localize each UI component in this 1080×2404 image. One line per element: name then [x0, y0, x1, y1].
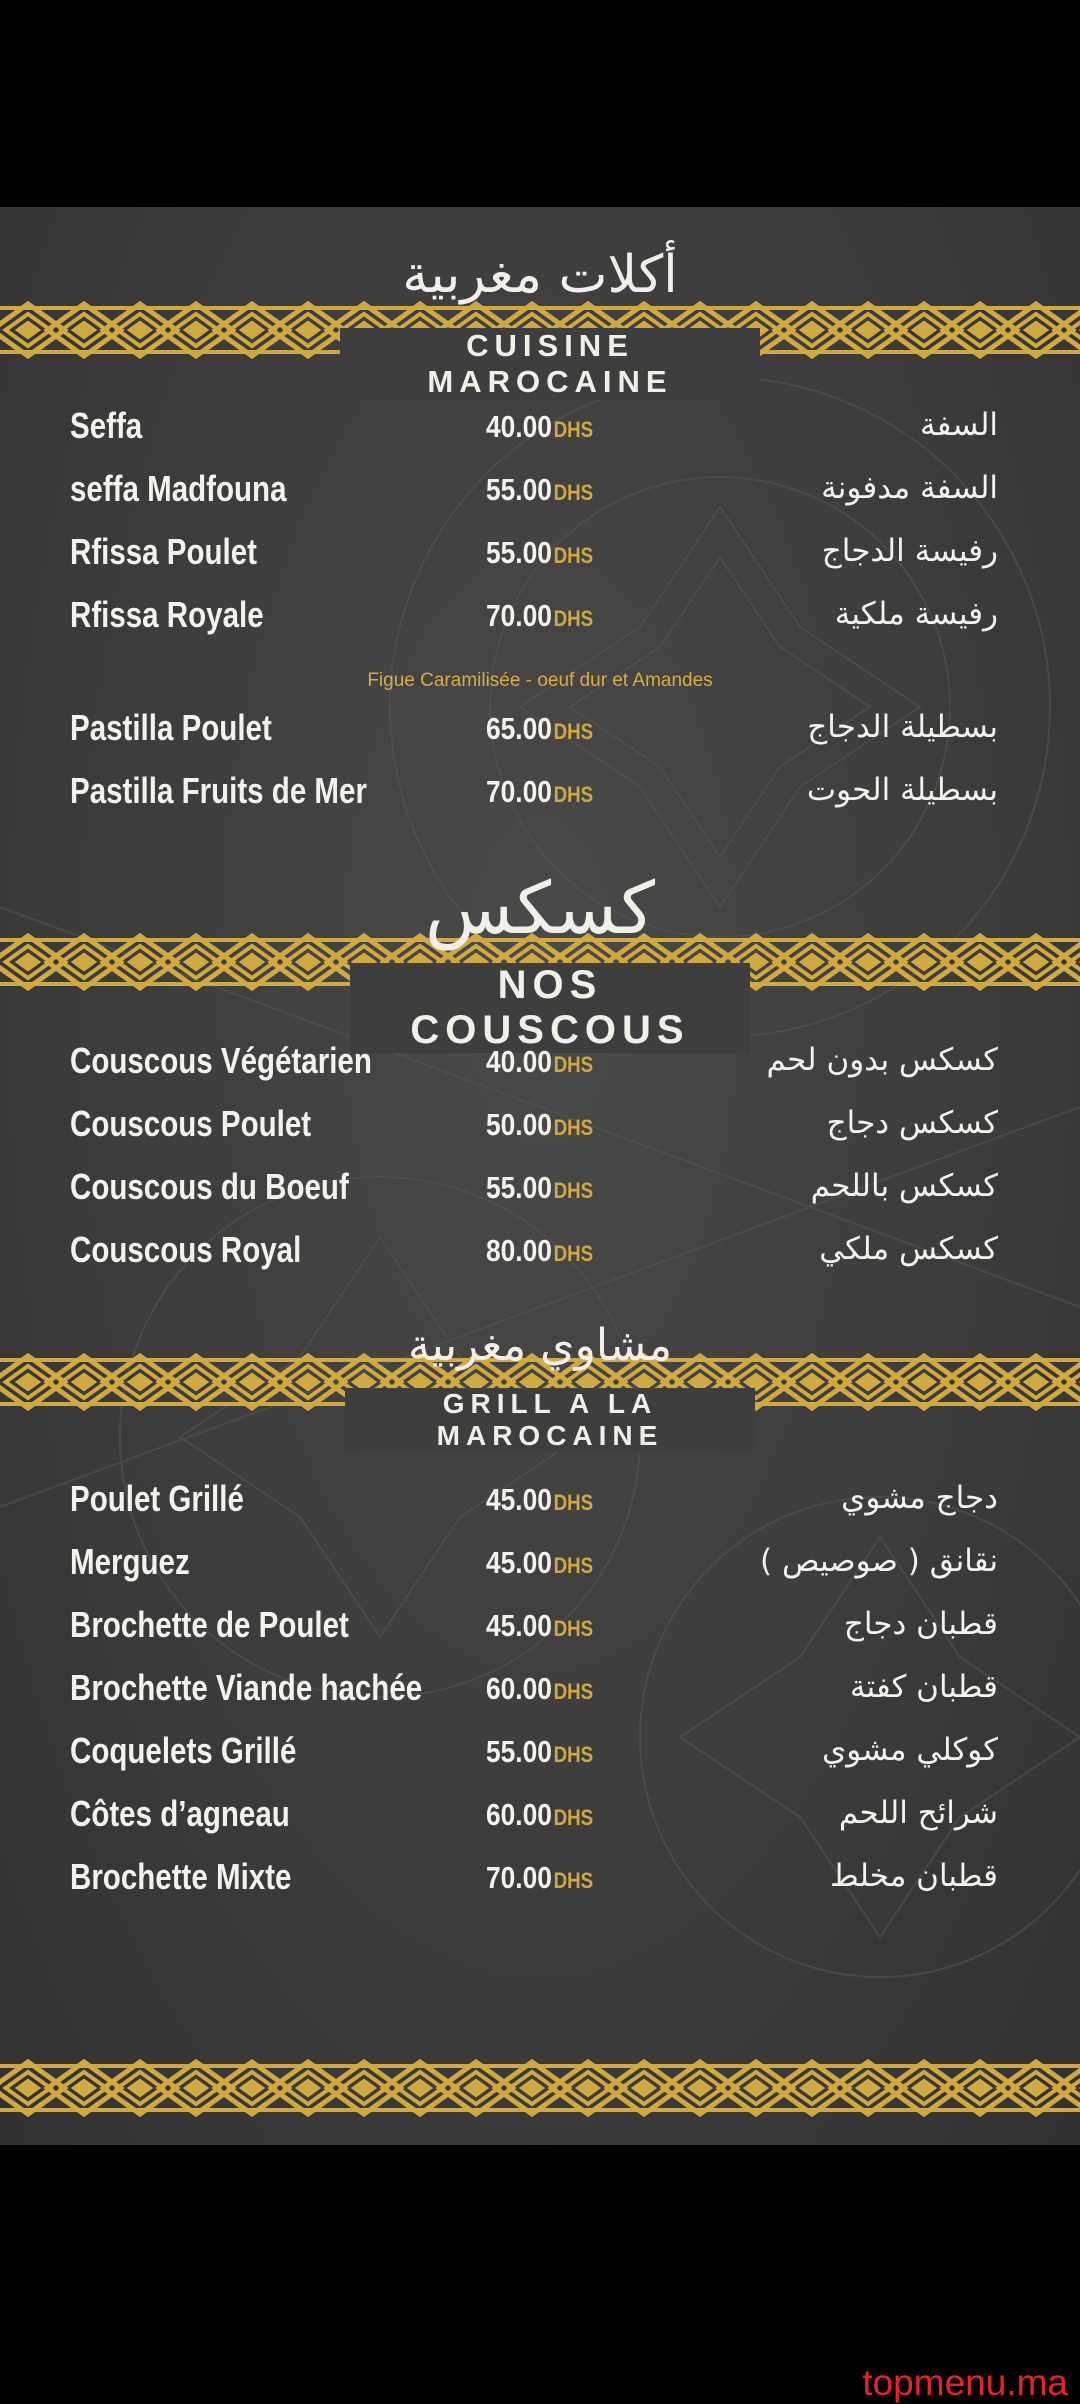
price-value: 60.00: [486, 1671, 552, 1706]
currency-label: DHS: [553, 1553, 594, 1578]
menu-item-name: Coquelets Grillé: [70, 1730, 297, 1771]
section-3-title-fr: GRILL A LA MAROCAINE: [345, 1388, 755, 1452]
price-value: 45.00: [486, 1482, 552, 1517]
price-value: 70.00: [486, 1860, 552, 1895]
menu-item-name: Rfissa Royale: [70, 594, 264, 635]
menu-item-name-ar: كسكس دجاج: [826, 1105, 998, 1141]
currency-label: DHS: [553, 1616, 594, 1641]
menu-item-name-ar: رفيسة الدجاج: [821, 533, 998, 569]
menu-item-name-ar: قطبان دجاج: [843, 1606, 998, 1642]
currency-label: DHS: [553, 1868, 594, 1893]
bottom-ornament-band: [0, 2048, 1080, 2128]
menu-item-name-ar: دجاج مشوي: [841, 1480, 998, 1516]
currency-label: DHS: [553, 1052, 594, 1077]
section-1-title-fr: CUISINE MAROCAINE: [340, 328, 760, 400]
price-value: 80.00: [486, 1233, 552, 1268]
menu-item-name: Merguez: [70, 1541, 190, 1582]
menu-item-name-ar: السفة مدفونة: [821, 470, 998, 506]
menu-item-price: [486, 1107, 593, 1143]
price-value: 65.00: [486, 711, 552, 746]
menu-item-price: [486, 1797, 593, 1833]
price-value: 70.00: [486, 598, 552, 633]
menu-item-price: [486, 774, 593, 810]
menu-item-name-ar: شرائح اللحم: [838, 1795, 998, 1831]
section-2-title-fr: NOS COUSCOUS: [350, 963, 750, 1053]
menu-item-price: [486, 1608, 593, 1644]
menu-item-price: [486, 1545, 593, 1581]
menu-item-price: [486, 1044, 593, 1080]
price-value: 70.00: [486, 774, 552, 809]
menu-item-name: Rfissa Poulet: [70, 531, 258, 572]
currency-label: DHS: [553, 1679, 594, 1704]
section-3-title-ar: مشاوي مغربية: [407, 1320, 673, 1371]
menu-item-name: Seffa: [70, 405, 143, 446]
menu-item-price: [486, 472, 593, 508]
price-value: 45.00: [486, 1545, 552, 1580]
menu-item-price: [486, 1734, 593, 1770]
menu-item-price: [486, 1170, 593, 1206]
menu-item-price: [486, 1671, 593, 1707]
menu-item-name: Brochette Mixte: [70, 1856, 292, 1897]
menu-item-name: Couscous Végétarien: [70, 1040, 372, 1081]
price-value: 55.00: [486, 1170, 552, 1205]
price-value: 40.00: [486, 1044, 552, 1079]
menu-item-price: [486, 711, 593, 747]
currency-label: DHS: [553, 1742, 594, 1767]
currency-label: DHS: [553, 1490, 594, 1515]
menu-item-price: [486, 1233, 593, 1269]
menu-item-price: [486, 598, 593, 634]
section-1-title-ar: أكلات مغربية: [402, 245, 678, 305]
section-2-title-ar: كسكس: [424, 866, 656, 950]
menu-item-name: Couscous Royal: [70, 1229, 302, 1270]
menu-item-name: Pastilla Poulet: [70, 707, 272, 748]
menu-item-name-ar: رفيسة ملكية: [834, 596, 998, 632]
currency-label: DHS: [553, 417, 594, 442]
currency-label: DHS: [553, 480, 594, 505]
currency-label: DHS: [553, 719, 594, 744]
menu-item-name-ar: بسطيلة الحوت: [806, 772, 998, 808]
menu-item-name: Brochette Viande hachée: [70, 1667, 423, 1708]
watermark: topmenu.ma: [862, 2362, 1068, 2403]
menu-item-name-ar: السفة: [919, 407, 998, 443]
menu-item-name-ar: نقانق ( صوصيص ): [760, 1543, 998, 1579]
menu-item-name: Couscous du Boeuf: [70, 1166, 349, 1207]
menu-item-price: [486, 409, 593, 445]
section-1-note: Figue Caramilisée - oeuf dur et Amandes: [367, 670, 713, 691]
menu-item-name-ar: كسكس باللحم: [810, 1168, 998, 1204]
price-value: 45.00: [486, 1608, 552, 1643]
currency-label: DHS: [553, 1178, 594, 1203]
currency-label: DHS: [553, 1241, 594, 1266]
price-value: 55.00: [486, 472, 552, 507]
menu-item-name: Brochette de Poulet: [70, 1604, 349, 1645]
currency-label: DHS: [553, 606, 594, 631]
menu-item-name: seffa Madfouna: [70, 468, 287, 509]
menu-item-name-ar: كسكس ملكي: [819, 1231, 998, 1267]
price-value: 60.00: [486, 1797, 552, 1832]
menu-item-name: Côtes d’agneau: [70, 1793, 290, 1834]
price-value: 50.00: [486, 1107, 552, 1142]
currency-label: DHS: [553, 1805, 594, 1830]
menu-item-name-ar: قطبان مخلط: [830, 1858, 998, 1894]
menu-item-price: [486, 1482, 593, 1518]
price-value: 55.00: [486, 1734, 552, 1769]
price-value: 40.00: [486, 409, 552, 444]
price-value: 55.00: [486, 535, 552, 570]
menu-item-name-ar: قطبان كفتة: [849, 1669, 998, 1705]
currency-label: DHS: [553, 543, 594, 568]
currency-label: DHS: [553, 1115, 594, 1140]
menu-item-name: Poulet Grillé: [70, 1478, 244, 1519]
currency-label: DHS: [553, 782, 594, 807]
menu-item-name: Pastilla Fruits de Mer: [70, 770, 367, 811]
menu-item-name-ar: كوكلي مشوي: [821, 1732, 998, 1768]
menu-item-name-ar: كسكس بدون لحم: [766, 1042, 998, 1078]
menu-item-price: [486, 1860, 593, 1896]
menu-item-name-ar: بسطيلة الدجاج: [807, 709, 998, 745]
menu-item-price: [486, 535, 593, 571]
menu-item-name: Couscous Poulet: [70, 1103, 312, 1144]
